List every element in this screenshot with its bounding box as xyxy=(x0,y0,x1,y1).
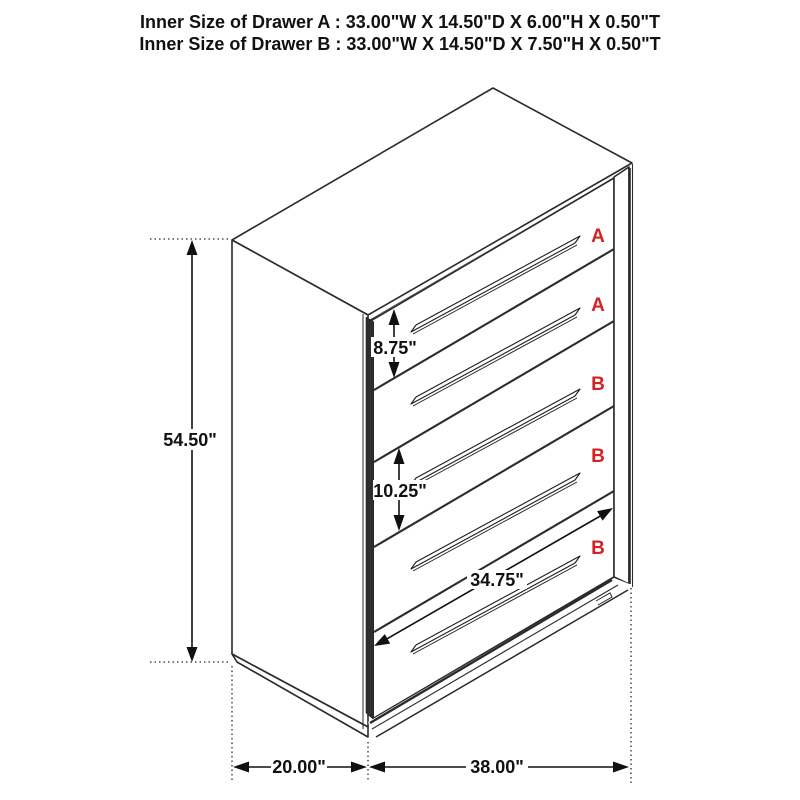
width-arrowhead-left xyxy=(369,762,385,773)
chest-side-face xyxy=(232,240,368,727)
chest-illustration xyxy=(232,88,633,738)
width-dimension-label: 38.00" xyxy=(470,757,524,777)
diagonal-width-label: 34.75" xyxy=(470,570,524,590)
drawer-label-a2: A xyxy=(591,295,605,316)
height-dimension-label: 54.50" xyxy=(163,430,217,450)
drawer-a-height-label: 8.75" xyxy=(373,338,417,358)
depth-arrowhead-right xyxy=(351,762,367,773)
depth-arrowhead-left xyxy=(233,762,249,773)
drawer-b-height-label: 10.25" xyxy=(373,481,427,501)
title-line-drawer-b: Inner Size of Drawer B : 33.00"W X 14.50"D X 7.50"H X 0.50"T xyxy=(139,34,661,54)
drawer-label-b2: B xyxy=(591,446,605,467)
width-arrowhead-right xyxy=(613,762,629,773)
height-dimension xyxy=(150,239,230,662)
height-arrowhead-down xyxy=(187,647,198,662)
front-right-stile xyxy=(614,167,629,584)
drawer-label-b1: B xyxy=(591,374,605,395)
title-line-drawer-a: Inner Size of Drawer A : 33.00"W X 14.50"D X 6.00"H X 0.50"T xyxy=(139,12,660,32)
drawer-label-a1: A xyxy=(591,226,605,247)
depth-dimension-label: 20.00" xyxy=(272,757,326,777)
height-arrowhead-up xyxy=(187,240,198,255)
drawer-label-b3: B xyxy=(591,538,605,559)
front-left-stile xyxy=(366,317,374,720)
